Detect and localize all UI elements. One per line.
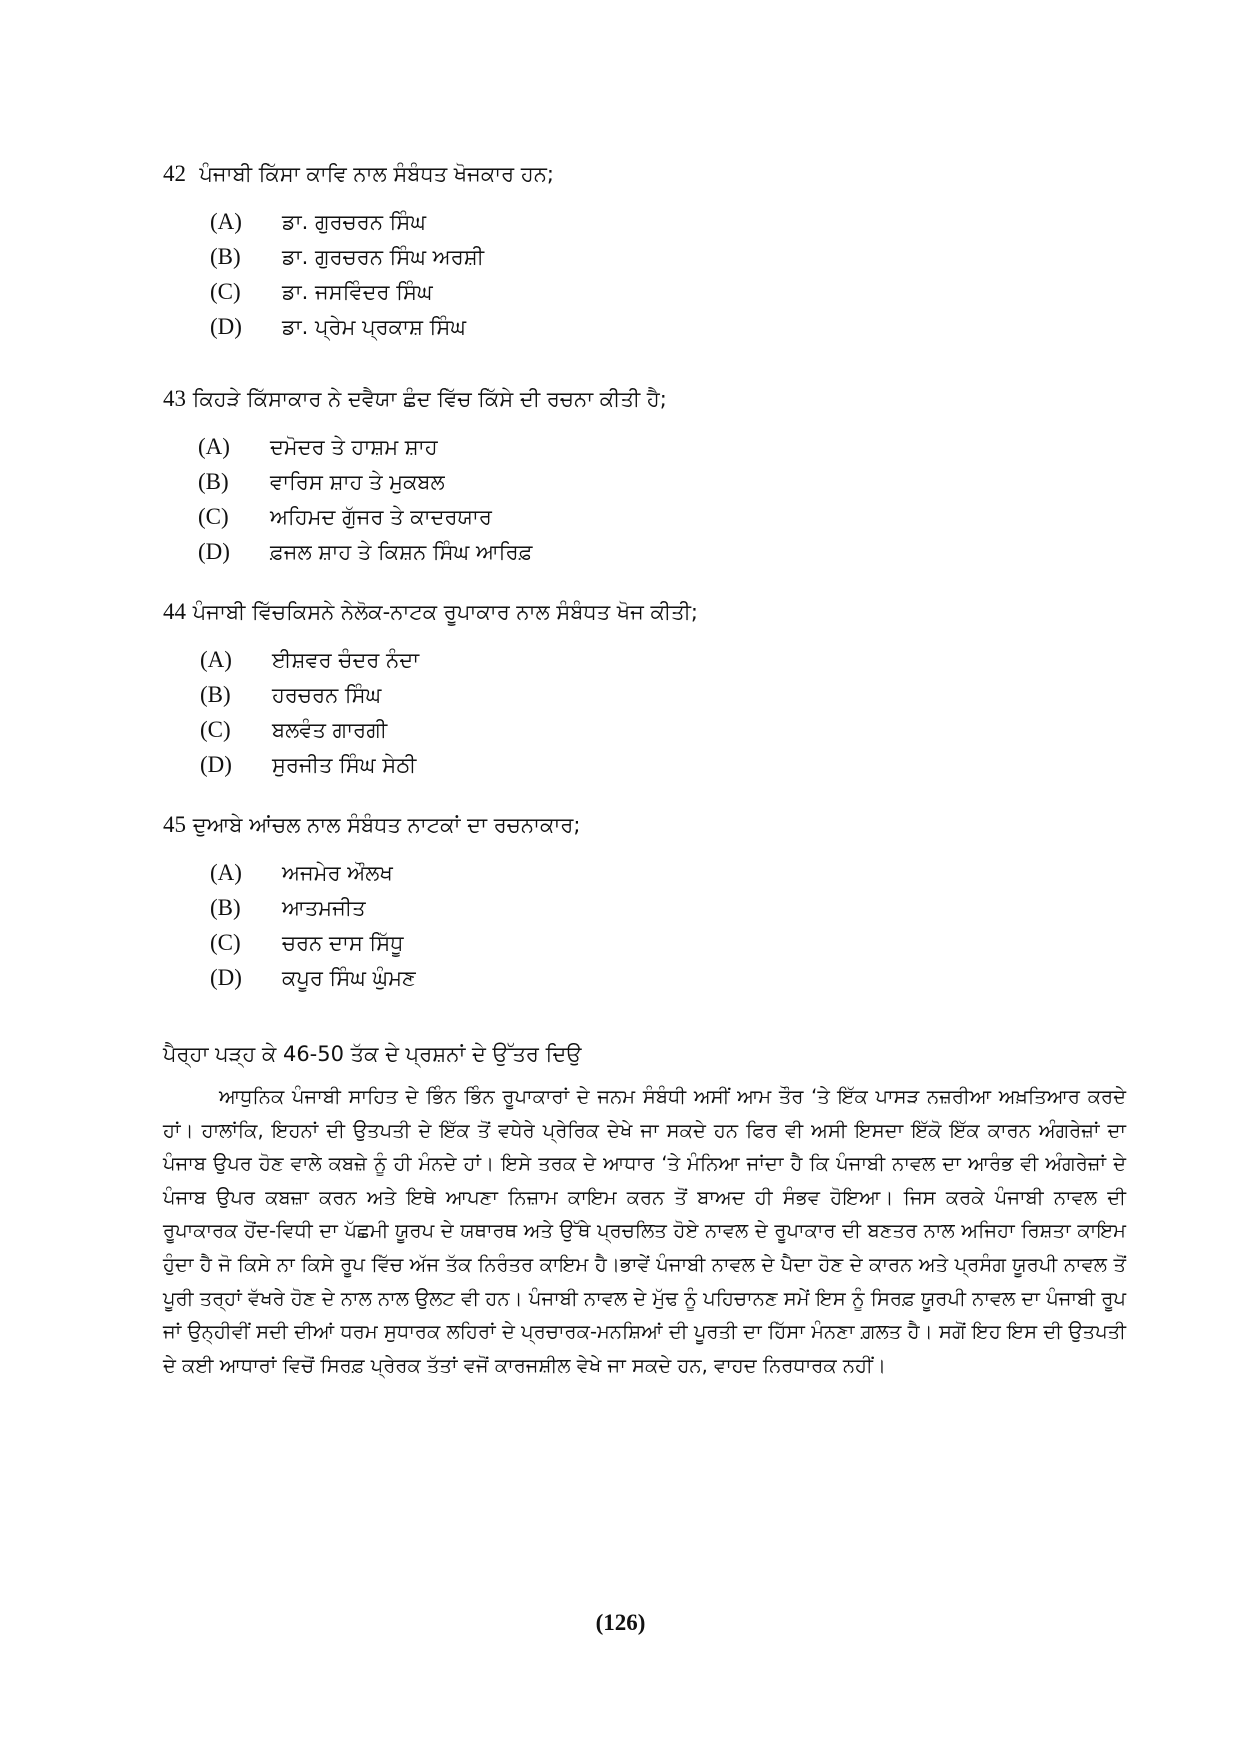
- question-stem: [163, 598, 1123, 626]
- passage-text: ਆਧੁਨਿਕ ਪੰਜਾਬੀ ਸਾਹਿਤ ਦੇ ਭਿੰਨ ਭਿੰਨ ਰੂਪਾਕਾਰਾਂ ਦੇ ਜਨਮ ਸੰਬੰਧੀ ਅਸੀਂ ਆਮ ਤੌਰ ‘ਤੇ ਇੱਕ ਪਾਸੜ ਨਜ਼ਰੀਆ ਅਖ਼ਤਿਆਰ ਕਰਦੇ ਹਾਂ। ਹਾਲਾਂਕਿ, ਇਹਨਾਂ ਦੀ ਉਤਪਤੀ ਦੇ ਇੱਕ ਤੋਂ ਵਧੇਰੇ ਪ੍ਰੇਰਿਕ ਦੇਖੇ ਜਾ ਸਕਦੇ ਹਨ ਫਿਰ ਵੀ ਅਸੀ ਇਸਦਾ ਇੱਕੋ ਇੱਕ ਕਾਰਨ ਅੰਗਰੇਜ਼ਾਂ ਦਾ ਪੰਜਾਬ ਉਪਰ ਹੋਣ ਵਾਲੇ ਕਬਜ਼ੇ ਨੂੰ ਹੀ ਮੰਨਦੇ ਹਾਂ। ਇਸੇ ਤਰਕ ਦੇ ਆਧਾਰ ‘ਤੇ ਮੰਨਿਆ ਜਾਂਦਾ ਹੈ ਕਿ ਪੰਜਾਬੀ ਨਾਵਲ ਦਾ ਆਰੰਭ ਵੀ ਅੰਗਰੇਜ਼ਾਂ ਦੇ ਪੰਜਾਬ ਉਪਰ ਕਬਜ਼ਾ ਕਰਨ ਅਤੇ ਇਥੇ ਆਪਣਾ ਨਿਜ਼ਾਮ ਕਾਇਮ ਕਰਨ ਤੋਂ ਬਾਅਦ ਹੀ ਸੰਭਵ ਹੋਇਆ। ਜਿਸ ਕਰਕੇ ਪੰਜਾਬੀ ਨਾਵਲ ਦੀ ਰੂਪਾਕਾਰਕ ਹੋਂਦ-ਵਿਧੀ ਦਾ ਪੱਛਮੀ ਯੂਰਪ ਦੇ ਯਥਾਰਥ ਅਤੇ ਉੱਥੇ ਪ੍ਰਚਲਿਤ ਹੋਏ ਨਾਵਲ ਦੇ ਰੂਪਾਕਾਰ ਦੀ ਬਣਤਰ ਨਾਲ ਅਜਿਹਾ ਰਿਸ਼ਤਾ ਕਾਇਮ ਹੁੰਦਾ ਹੈ ਜੋ ਕਿਸੇ ਨਾ ਕਿਸੇ ਰੂਪ ਵਿੱਚ ਅੱਜ ਤੱਕ ਨਿਰੰਤਰ ਕਾਇਮ ਹੈ।ਭਾਵੇਂ ਪੰਜਾਬੀ ਨਾਵਲ ਦੇ ਪੈਦਾ ਹੋਣ ਦੇ ਕਾਰਨ ਅਤੇ ਪ੍ਰਸੰਗ ਯੂਰਪੀ ਨਾਵਲ ਤੋਂ ਪੂਰੀ ਤਰ੍ਹਾਂ ਵੱਖਰੇ ਹੋਣ ਦੇ ਨਾਲ ਨਾਲ ਉਲਟ ਵੀ ਹਨ। ਪੰਜਾਬੀ ਨਾਵਲ ਦੇ ਮੁੱਢ ਨੂੰ ਪਹਿਚਾਨਣ ਸਮੇਂ ਇਸ ਨੂੰ ਸਿਰਫ਼ ਯੂਰਪੀ ਨਾਵਲ ਦਾ ਪੰਜਾਬੀ ਰੂਪ ਜਾਂ ਉਨ੍ਹੀਵੀਂ ਸਦੀ ਦੀਆਂ ਧਰਮ ਸੁਧਾਰਕ ਲਹਿਰਾਂ ਦੇ ਪ੍ਰਚਾਰਕ-ਮਨਸ਼ਿਆਂ ਦੀ ਪੂਰਤੀ ਦਾ ਹਿੱਸਾ ਮੰਨਣਾ ਗ਼ਲਤ ਹੈ। ਸਗੋਂ ਇਹ ਇਸ ਦੀ ਉਤਪਤੀ ਦੇ ਕਈ ਆਧਾਰਾਂ ਵਿਚੋਂ ਸਿਰਫ਼ ਪ੍ਰੇਰਕ ਤੱਤਾਂ ਵਜੋਂ ਕਾਰਜਸ਼ੀਲ ਵੇਖੇ ਜਾ ਸਕਦੇ ਹਨ, ਵਾਹਦ ਨਿਰਧਾਰਕ ਨਹੀਂ।: [163, 1085, 1126, 1377]
- option-text: ਹਰਚਰਨ ਸਿੰਘ: [272, 683, 382, 707]
- question-45: [163, 811, 1123, 995]
- option-text: ਚਰਨ ਦਾਸ ਸਿੱਧੂ: [282, 931, 404, 955]
- option-c[interactable]: [200, 712, 1123, 747]
- option-letter: (D): [198, 539, 230, 564]
- option-text: ਡਾ. ਗੁਰਚਰਨ ਸਿੰਘ ਅਰਸ਼ੀ: [282, 245, 485, 269]
- option-a[interactable]: [198, 429, 1123, 464]
- option-letter: (C): [200, 717, 231, 742]
- option-text: ਡਾ. ਗੁਰਚਰਨ ਸਿੰਘ: [282, 210, 426, 234]
- option-letter: (D): [210, 965, 242, 990]
- option-d[interactable]: [210, 309, 1123, 344]
- option-letter: (B): [210, 895, 241, 920]
- question-text: ਪੰਜਾਬੀ ਕਿੱਸਾ ਕਾਵਿ ਨਾਲ ਸੰਬੰਧਤ ਖੋਜਕਾਰ ਹਨ;: [199, 162, 554, 186]
- option-text: ਬਲਵੰਤ ਗਾਰਗੀ: [272, 718, 388, 742]
- option-b[interactable]: [198, 464, 1123, 499]
- question-44: [163, 598, 1123, 782]
- question-stem: [163, 811, 1123, 839]
- option-d[interactable]: [200, 747, 1123, 782]
- option-list: [163, 204, 1123, 344]
- option-text: ਡਾ. ਜਸਵਿੰਦਰ ਸਿੰਘ: [282, 280, 433, 304]
- option-a[interactable]: [210, 204, 1123, 239]
- option-letter: (B): [210, 244, 241, 269]
- option-a[interactable]: [200, 642, 1123, 677]
- question-text: ਦੁਆਬੇ ਆਂਚਲ ਨਾਲ ਸੰਬੰਧਤ ਨਾਟਕਾਂ ਦਾ ਰਚਨਾਕਾਰ;: [192, 813, 581, 837]
- option-letter: (C): [198, 504, 229, 529]
- option-text: ਅਜਮੇਰ ਔਲਖ: [282, 861, 393, 885]
- question-text: ਪੰਜਾਬੀ ਵਿੱਚਕਿਸਨੇ ਨੇਲੋਕ-ਨਾਟਕ ਰੂਪਾਕਾਰ ਨਾਲ ਸੰਬੰਧਤ ਖੋਜ ਕੀਤੀ;: [192, 600, 699, 624]
- option-b[interactable]: [200, 677, 1123, 712]
- option-letter: (A): [210, 860, 242, 885]
- option-letter: (B): [198, 469, 229, 494]
- option-list: [163, 855, 1123, 995]
- option-c[interactable]: [198, 499, 1123, 534]
- question-42: [163, 160, 1123, 344]
- option-letter: (D): [210, 314, 242, 339]
- option-text: ਆਤਮਜੀਤ: [282, 896, 366, 920]
- option-letter: (C): [210, 279, 241, 304]
- option-letter: (A): [200, 647, 232, 672]
- option-letter: (C): [210, 930, 241, 955]
- passage-heading: ਪੈਰ੍ਹਾ ਪੜ੍ਹ ਕੇ 46-50 ਤੱਕ ਦੇ ਪ੍ਰਸ਼ਨਾਂ ਦੇ ਉੱਤਰ ਦਿਉ: [163, 1042, 582, 1066]
- option-letter: (A): [198, 434, 230, 459]
- option-d[interactable]: [198, 534, 1123, 569]
- option-letter: (D): [200, 752, 232, 777]
- option-text: ਕਪੂਰ ਸਿੰਘ ਘੁੰਮਣ: [282, 966, 416, 990]
- question-stem: [163, 160, 1123, 188]
- question-number: 44: [163, 599, 186, 624]
- question-number: 42: [163, 161, 186, 186]
- option-text: ਵਾਰਿਸ ਸ਼ਾਹ ਤੇ ਮੁਕਬਲ: [270, 470, 445, 494]
- question-number: 43: [163, 386, 186, 411]
- option-d[interactable]: [210, 960, 1123, 995]
- option-text: ਸੁਰਜੀਤ ਸਿੰਘ ਸੇਠੀ: [272, 753, 417, 777]
- option-text: ਫ਼ਜਲ ਸ਼ਾਹ ਤੇ ਕਿਸ਼ਨ ਸਿੰਘ ਆਰਿਫ਼: [270, 540, 533, 564]
- option-text: ਅਹਿਮਦ ਗੁੱਜਰ ਤੇ ਕਾਦਰਯਾਰ: [270, 505, 492, 529]
- option-c[interactable]: [210, 274, 1123, 309]
- option-a[interactable]: [210, 855, 1123, 890]
- option-list: [163, 642, 1123, 782]
- option-letter: (B): [200, 682, 231, 707]
- option-text: ਡਾ. ਪ੍ਰੇਮ ਪ੍ਰਕਾਸ਼ ਸਿੰਘ: [282, 315, 466, 339]
- option-c[interactable]: [210, 925, 1123, 960]
- page-number: (126): [595, 1610, 646, 1635]
- option-b[interactable]: [210, 239, 1123, 274]
- question-text: ਕਿਹੜੇ ਕਿੱਸਾਕਾਰ ਨੇ ਦਵੈਯਾ ਛੰਦ ਵਿੱਚ ਕਿੱਸੇ ਦੀ ਰਚਨਾ ਕੀਤੀ ਹੈ;: [192, 387, 667, 411]
- option-text: ਦਮੋਦਰ ਤੇ ਹਾਸ਼ਮ ਸ਼ਾਹ: [270, 435, 438, 459]
- option-text: ਈਸ਼ਵਰ ਚੰਦਰ ਨੰਦਾ: [272, 648, 420, 672]
- question-stem: [163, 385, 1123, 413]
- option-list: [163, 429, 1123, 569]
- option-b[interactable]: [210, 890, 1123, 925]
- question-number: 45: [163, 812, 186, 837]
- option-letter: (A): [210, 209, 242, 234]
- question-43: [163, 385, 1123, 569]
